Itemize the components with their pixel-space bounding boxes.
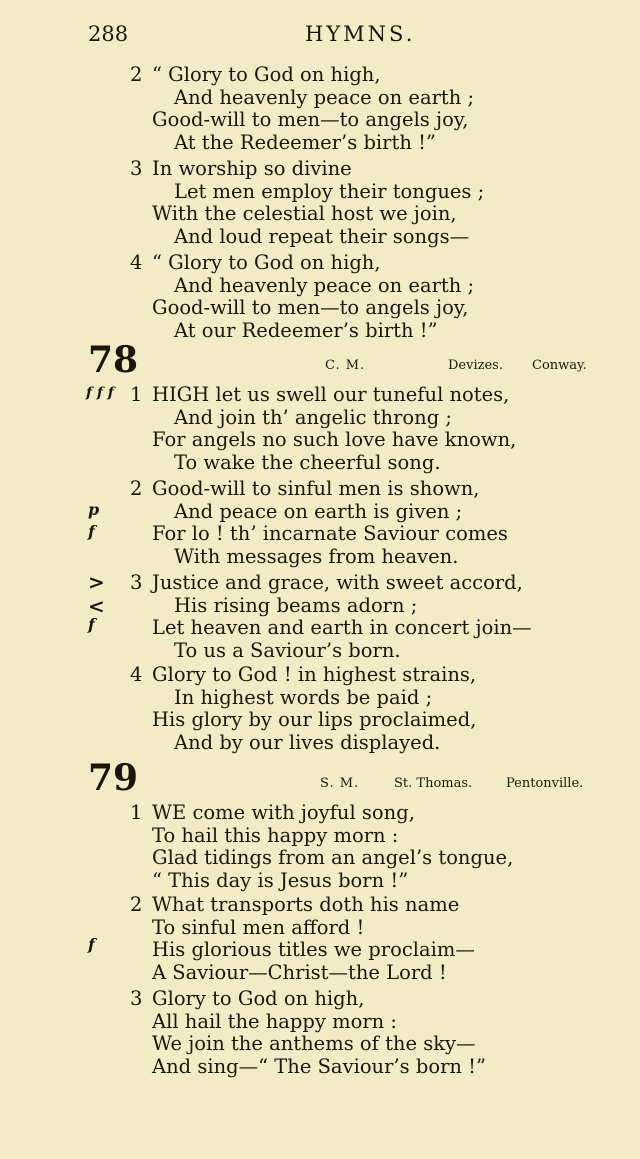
stanza-number: 4 (130, 663, 143, 686)
page-header (88, 22, 600, 52)
stanza (130, 384, 610, 474)
stanza (130, 894, 610, 984)
dynamic-forte: f (88, 615, 95, 634)
verse-line: To hail this happy morn : (152, 823, 399, 847)
dynamic-fortissimo: f f f (86, 385, 114, 401)
verse-line: And sing—“ The Saviour’s born !” (152, 1054, 486, 1078)
meter: C. M. (325, 358, 366, 373)
verse-line: And by our lives displayed. (174, 730, 441, 754)
stanza-number: 1 (130, 383, 143, 406)
stanza-number: 2 (130, 477, 143, 500)
verse-line: For angels no such love have known, (152, 428, 517, 452)
stanza-number: 3 (130, 157, 143, 180)
stanza-number: 2 (130, 893, 143, 916)
verse-line: To us a Saviour’s born. (174, 638, 401, 662)
verse-line: To sinful men afford ! (152, 915, 365, 939)
stanza-number: 4 (130, 251, 143, 274)
verse-line: WE come with joyful song, (152, 801, 415, 824)
verse-line: What transports doth his name (152, 893, 460, 916)
verse-line: Let heaven and earth in concert join— (152, 616, 532, 640)
verse-line: Justice and grace, with sweet accord, (152, 571, 523, 594)
verse-line: “ This day is Jesus born !” (152, 868, 409, 892)
dynamic-piano: p (88, 500, 100, 519)
verse-line: “ Glory to God on high, (152, 63, 381, 86)
verse-line: We join the anthems of the sky— (152, 1032, 476, 1056)
verse-line: Glad tidings from an angel’s tongue, (152, 846, 514, 870)
stanza (130, 664, 610, 754)
verse-line: Good-will to men—to angels joy, (152, 296, 469, 320)
hymn-number: 78 (88, 339, 139, 381)
stanza (130, 572, 610, 662)
crescendo-mark: > (88, 570, 105, 594)
verse-line: His rising beams adorn ; (174, 593, 418, 617)
verse-line: “ Glory to God on high, (152, 251, 381, 274)
hymn-heading (88, 758, 600, 798)
dynamic-forte: f (88, 522, 95, 541)
hymn-number: 79 (88, 757, 139, 799)
stanza-number: 3 (130, 571, 143, 594)
tune-name: Pentonville. (506, 776, 584, 791)
verse-line: In highest words be paid ; (174, 685, 433, 709)
verse-line: In worship so divine (152, 157, 352, 180)
verse-line: At our Redeemer’s birth !” (174, 318, 438, 342)
verse-line: At the Redeemer’s birth !” (174, 130, 436, 154)
verse-line: Let men employ their tongues ; (174, 179, 485, 203)
running-title: HYMNS. (305, 22, 416, 46)
verse-line: Glory to God ! in highest strains, (152, 663, 477, 686)
verse-line: And loud repeat their songs— (174, 224, 470, 248)
verse-line: And heavenly peace on earth ; (174, 273, 475, 297)
stanza (130, 64, 610, 154)
decrescendo-mark: < (88, 594, 105, 618)
page-number: 288 (88, 22, 129, 46)
stanza (130, 802, 610, 892)
verse-line: And heavenly peace on earth ; (174, 85, 475, 109)
verse-line: Glory to God on high, (152, 987, 365, 1010)
verse-line: And join th’ angelic throng ; (174, 405, 452, 429)
verse-line: Good-will to sinful men is shown, (152, 477, 480, 500)
verse-line: For lo ! th’ incarnate Saviour comes (152, 522, 508, 546)
stanza (130, 158, 610, 248)
stanza (130, 478, 610, 568)
verse-line: His glorious titles we proclaim— (152, 938, 475, 962)
verse-line: A Saviour—Christ—the Lord ! (152, 960, 447, 984)
dynamic-forte: f (88, 935, 95, 954)
tune-name: St. Thomas. (394, 776, 473, 791)
hymn-heading (88, 340, 600, 380)
stanza-number: 2 (130, 63, 143, 86)
stanza-number: 3 (130, 987, 143, 1010)
verse-line: Good-will to men—to angels joy, (152, 108, 469, 132)
verse-line: HIGH let us swell our tuneful notes, (152, 383, 510, 406)
tune-name: Devizes. (448, 358, 503, 373)
verse-line: With the celestial host we join, (152, 202, 457, 226)
verse-line: All hail the happy morn : (152, 1009, 397, 1033)
verse-line: His glory by our lips proclaimed, (152, 708, 477, 732)
tune-name: Conway. (532, 358, 587, 373)
meter: S. M. (320, 776, 360, 791)
stanza (130, 988, 610, 1078)
verse-line: To wake the cheerful song. (174, 450, 441, 474)
verse-line: And peace on earth is given ; (174, 499, 463, 523)
stanza (130, 252, 610, 342)
stanza-number: 1 (130, 801, 143, 824)
verse-line: With messages from heaven. (174, 544, 459, 568)
